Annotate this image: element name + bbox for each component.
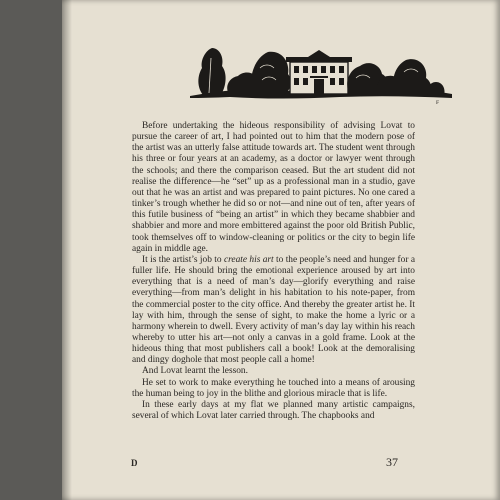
page-number: 37 xyxy=(386,455,398,469)
paragraph-3: And Lovat learnt the lesson. xyxy=(142,366,248,377)
country-house-woodcut-icon xyxy=(190,38,452,104)
body-text xyxy=(132,121,415,422)
paragraph-5: In these early days at my flat we planned many artistic campaigns, several of which Lovat later carried through. The chapbooks and xyxy=(132,399,415,422)
paragraph-2: It is the artist’s job to create his art to the people’s need and hunger for a fuller life. He should bring the emotional experience aroused by art into everything that is a need of man’s day—glorify everything and raise everything—from man’s delight in his habitation to his note-paper, from the commercial poster to the city office. And thereby the greater artist he. It lay with him, through the sense of sight, to make the home a lyric or a harmony wherein to dwell. Every activity of man’s day lay within his reach whereby to utter his art—not only a canvas in a gold frame. Look at the hideous thing that most publishers call a book! Look at the demoralising and dingy doghole that most people call a home! xyxy=(132,254,415,366)
signature-mark: D xyxy=(131,458,138,468)
paragraph-1: Before undertaking the hideous responsibility of advising Lovat to pursue the career of art, I had pointed out to him that the modern pose of the artist was an utterly false attitude towards art. The student went through his three or four years at an academy, as a doctor or lawyer went through the schools; and there the comparison ceased. But the art student did not realise the difference—he “set” up as a professional man in a studio, gave out that he was an artist and was prepared to paint pictures. No one cared a tinker’s trough whether he did so or not—and nine out of ten, after years of this futile business of “being an artist” in which they became shabbier and shabbier and more and more embittered against the poor old British Public, took themselves off to window-cleaning or politics or the city to begin life again in middle age. xyxy=(132,121,415,254)
svg-text:F: F xyxy=(436,100,440,104)
italic-phrase: create his art xyxy=(223,254,274,265)
page-spine-shadow xyxy=(62,0,72,500)
paragraph-4: He set to work to make everything he touched into a means of arousing the human being to joy in the blithe and glorious miracle that is life. xyxy=(132,377,415,399)
